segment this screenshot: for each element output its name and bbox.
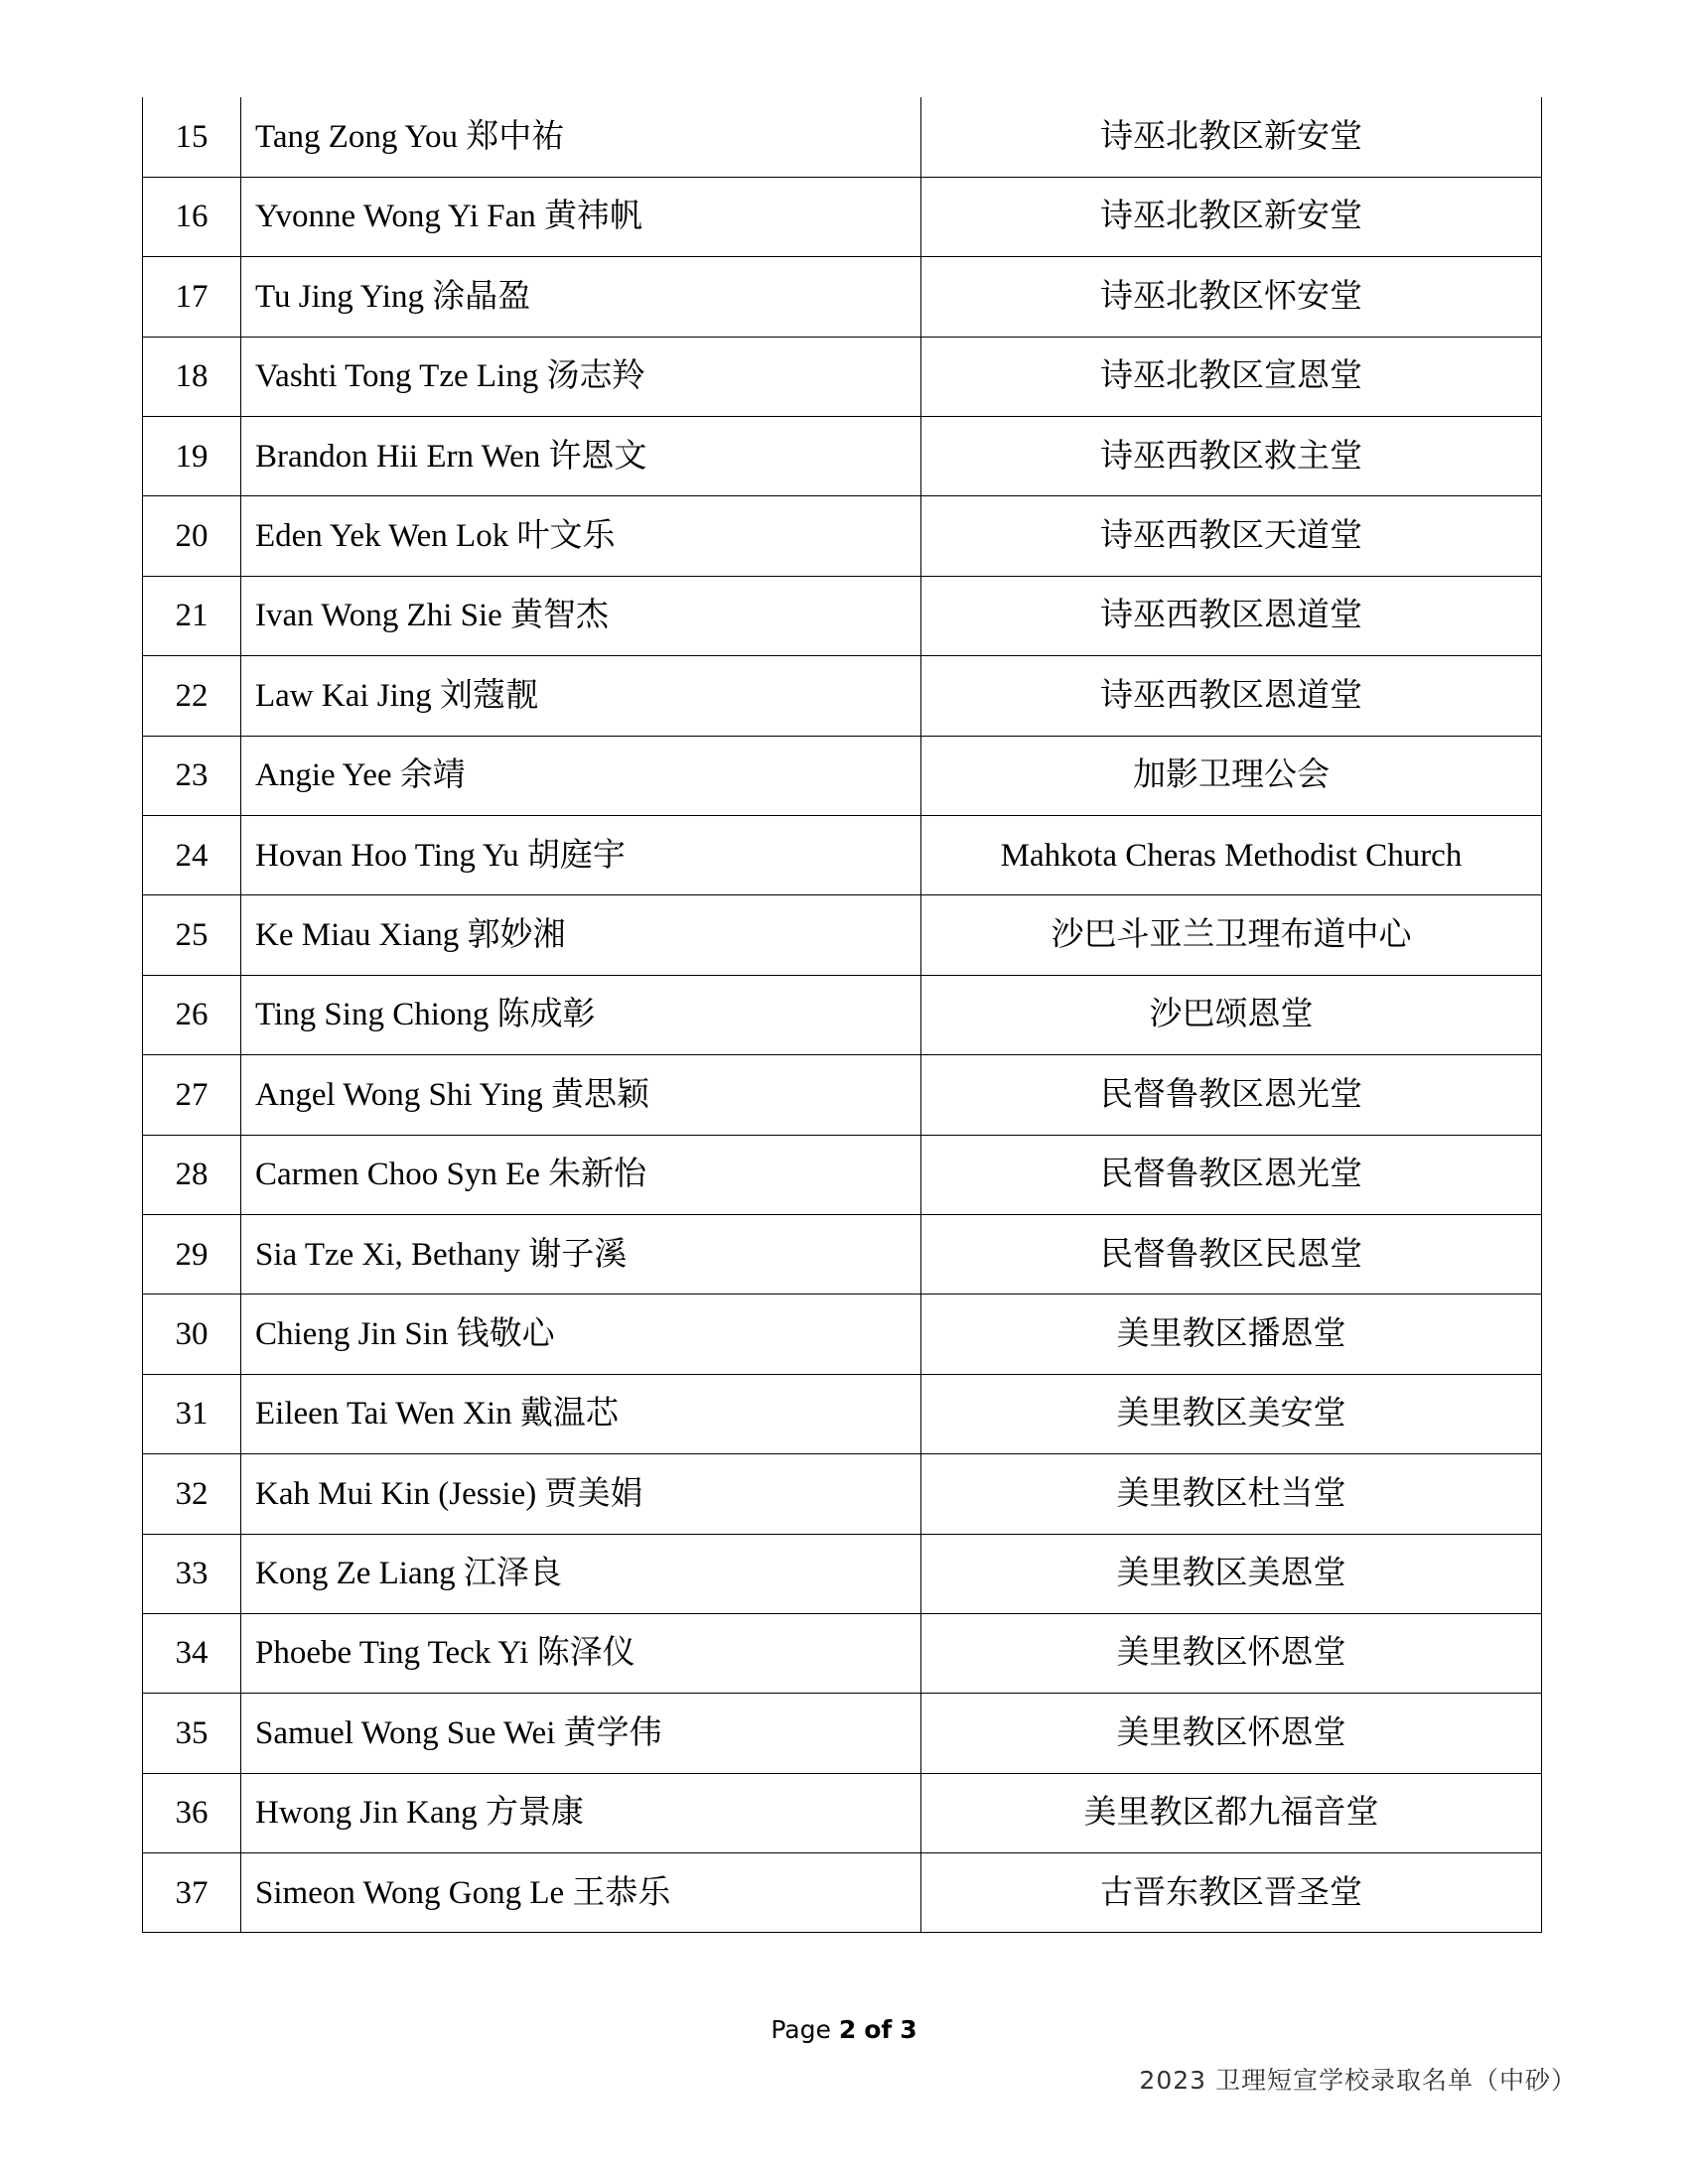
name-cell: Eileen Tai Wen Xin 戴温芯: [241, 1374, 921, 1453]
row-number-cell: 36: [143, 1773, 241, 1852]
church-cell: 古晋东教区晋圣堂: [921, 1853, 1542, 1933]
table-row: [143, 1374, 1542, 1453]
name-cell: Hovan Hoo Ting Yu 胡庭宇: [241, 816, 921, 895]
table-row: [143, 975, 1542, 1054]
table-row: [143, 1214, 1542, 1294]
row-number-cell: 33: [143, 1534, 241, 1613]
church-cell: 美里教区杜当堂: [921, 1454, 1542, 1534]
church-cell: 加影卫理公会: [921, 736, 1542, 815]
name-cell: Phoebe Ting Teck Yi 陈泽仪: [241, 1613, 921, 1693]
name-cell: Ting Sing Chiong 陈成彰: [241, 975, 921, 1054]
name-cell: Samuel Wong Sue Wei 黄学伟: [241, 1694, 921, 1773]
church-cell: 诗巫北教区新安堂: [921, 177, 1542, 256]
row-number-cell: 31: [143, 1374, 241, 1453]
row-number-cell: 24: [143, 816, 241, 895]
name-cell: Ke Miau Xiang 郭妙湘: [241, 895, 921, 975]
table-row: [143, 1534, 1542, 1613]
church-cell: 诗巫北教区宣恩堂: [921, 337, 1542, 416]
table-row: [143, 177, 1542, 256]
table-row: [143, 1454, 1542, 1534]
table-row: [143, 576, 1542, 655]
table-row: [143, 656, 1542, 736]
table-row: [143, 1295, 1542, 1374]
row-number-cell: 32: [143, 1454, 241, 1534]
row-number-cell: 26: [143, 975, 241, 1054]
table-row: [143, 1853, 1542, 1933]
table-row: [143, 496, 1542, 576]
church-cell: 沙巴斗亚兰卫理布道中心: [921, 895, 1542, 975]
row-number-cell: 19: [143, 417, 241, 496]
name-cell: Tu Jing Ying 涂晶盈: [241, 257, 921, 337]
name-cell: Sia Tze Xi, Bethany 谢子溪: [241, 1214, 921, 1294]
name-cell: Tang Zong You 郑中祐: [241, 97, 921, 177]
name-cell: Eden Yek Wen Lok 叶文乐: [241, 496, 921, 576]
row-number-cell: 29: [143, 1214, 241, 1294]
church-cell: Mahkota Cheras Methodist Church: [921, 816, 1542, 895]
table-row: [143, 736, 1542, 815]
church-cell: 诗巫北教区怀安堂: [921, 257, 1542, 337]
row-number-cell: 15: [143, 97, 241, 177]
table-row: [143, 1773, 1542, 1852]
church-cell: 美里教区怀恩堂: [921, 1613, 1542, 1693]
church-cell: 诗巫西教区救主堂: [921, 417, 1542, 496]
name-cell: Chieng Jin Sin 钱敬心: [241, 1295, 921, 1374]
admission-table: [142, 97, 1542, 1933]
name-cell: Ivan Wong Zhi Sie 黄智杰: [241, 576, 921, 655]
row-number-cell: 18: [143, 337, 241, 416]
church-cell: 美里教区怀恩堂: [921, 1694, 1542, 1773]
table-row: [143, 1694, 1542, 1773]
name-cell: Simeon Wong Gong Le 王恭乐: [241, 1853, 921, 1933]
row-number-cell: 28: [143, 1135, 241, 1214]
page-word: Page: [771, 2015, 831, 2044]
row-number-cell: 37: [143, 1853, 241, 1933]
name-cell: Vashti Tong Tze Ling 汤志羚: [241, 337, 921, 416]
row-number-cell: 30: [143, 1295, 241, 1374]
table-row: [143, 97, 1542, 177]
name-cell: Carmen Choo Syn Ee 朱新怡: [241, 1135, 921, 1214]
current-page: 2: [838, 2015, 857, 2044]
table-row: [143, 337, 1542, 416]
row-number-cell: 35: [143, 1694, 241, 1773]
row-number-cell: 27: [143, 1055, 241, 1135]
page-number: [0, 2015, 1688, 2044]
church-cell: 美里教区都九福音堂: [921, 1773, 1542, 1852]
row-number-cell: 23: [143, 736, 241, 815]
table-row: [143, 895, 1542, 975]
name-cell: Kong Ze Liang 江泽良: [241, 1534, 921, 1613]
row-number-cell: 20: [143, 496, 241, 576]
church-cell: 民督鲁教区民恩堂: [921, 1214, 1542, 1294]
table-row: [143, 1135, 1542, 1214]
row-number-cell: 16: [143, 177, 241, 256]
table-row: [143, 417, 1542, 496]
table-row: [143, 1613, 1542, 1693]
name-cell: Hwong Jin Kang 方景康: [241, 1773, 921, 1852]
row-number-cell: 25: [143, 895, 241, 975]
table-row: [143, 816, 1542, 895]
row-number-cell: 17: [143, 257, 241, 337]
of-word: of: [864, 2015, 893, 2044]
name-cell: Kah Mui Kin (Jessie) 贾美娟: [241, 1454, 921, 1534]
document-title: 2023 卫理短宣学校录取名单（中砂）: [1139, 2066, 1577, 2095]
table-row: [143, 257, 1542, 337]
name-cell: Angel Wong Shi Ying 黄思颖: [241, 1055, 921, 1135]
name-cell: Brandon Hii Ern Wen 许恩文: [241, 417, 921, 496]
row-number-cell: 22: [143, 656, 241, 736]
church-cell: 民督鲁教区恩光堂: [921, 1135, 1542, 1214]
church-cell: 美里教区美恩堂: [921, 1534, 1542, 1613]
row-number-cell: 34: [143, 1613, 241, 1693]
church-cell: 诗巫西教区恩道堂: [921, 576, 1542, 655]
church-cell: 诗巫西教区恩道堂: [921, 656, 1542, 736]
total-pages: 3: [900, 2015, 917, 2044]
church-cell: 民督鲁教区恩光堂: [921, 1055, 1542, 1135]
table-row: [143, 1055, 1542, 1135]
church-cell: 美里教区播恩堂: [921, 1295, 1542, 1374]
name-cell: Law Kai Jing 刘蔻靓: [241, 656, 921, 736]
church-cell: 诗巫西教区天道堂: [921, 496, 1542, 576]
admission-table-body: [143, 97, 1542, 1933]
church-cell: 诗巫北教区新安堂: [921, 97, 1542, 177]
church-cell: 美里教区美安堂: [921, 1374, 1542, 1453]
name-cell: Angie Yee 余靖: [241, 736, 921, 815]
name-cell: Yvonne Wong Yi Fan 黄祎帆: [241, 177, 921, 256]
row-number-cell: 21: [143, 576, 241, 655]
church-cell: 沙巴颂恩堂: [921, 975, 1542, 1054]
